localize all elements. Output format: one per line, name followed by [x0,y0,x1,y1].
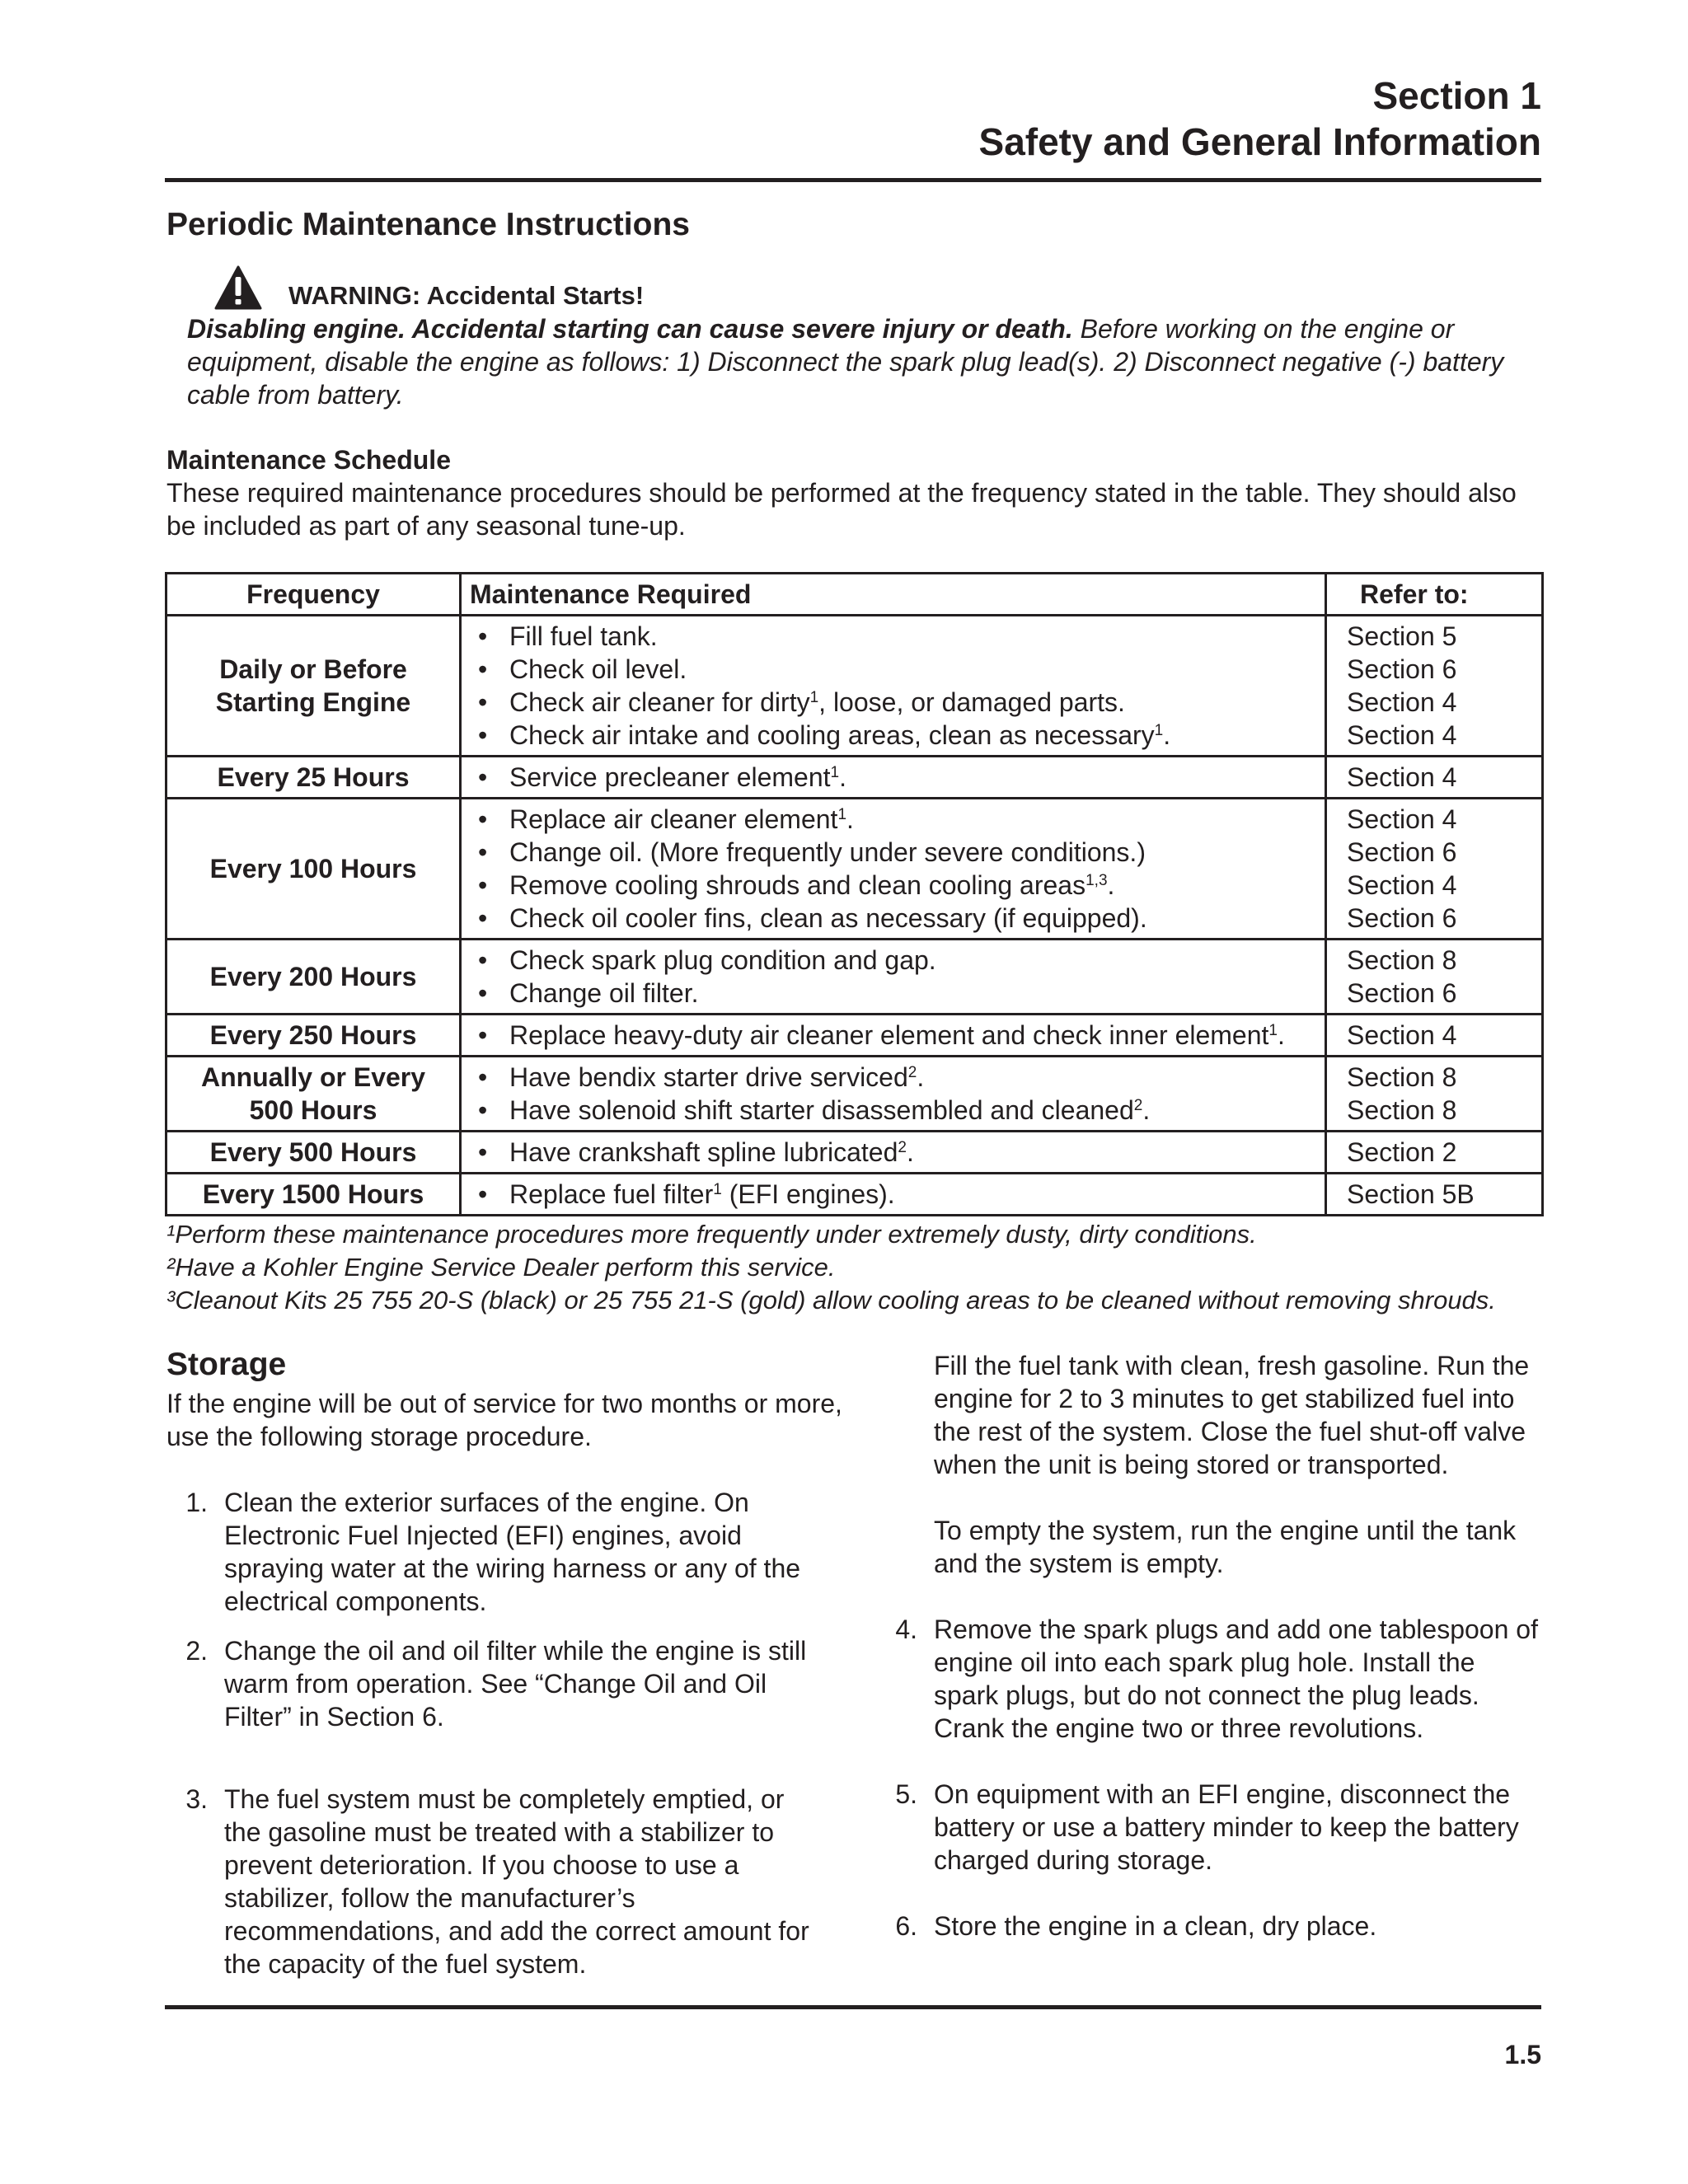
section-reference: Section 4 [1347,804,1457,834]
maintenance-item [470,1019,1316,1052]
maintenance-item [470,1061,1316,1094]
section-reference: Section 2 [1347,1137,1457,1167]
warning-triangle-icon [214,265,262,310]
storage-step3-continued: To empty the system, run the engine until the tank and the system is empty. [934,1516,1517,1578]
maintenance-item-text: Service precleaner element [509,762,831,792]
storage-step3-continued: Fill the fuel tank with clean, fresh gasoline. Run the engine for 2 to 3 minutes to get stabilized fuel into the rest of the system. Close the fuel shut-off valve when the unit is being stored or transported. [934,1351,1530,1479]
maintenance-cell [461,1174,1326,1216]
maintenance-item-text: Have bendix starter drive serviced [509,1062,908,1092]
maintenance-item-text: . [1277,1020,1285,1050]
maintenance-item-text: . [846,804,854,834]
maintenance-item-text: Replace heavy-duty air cleaner element and check inner element [509,1020,1269,1050]
maintenance-item-text: Check air cleaner for dirty [509,687,810,717]
storage-heading: Storage [166,1347,287,1382]
maintenance-item [470,944,1316,977]
table-row [166,757,1543,799]
table-row [166,799,1543,940]
refer-to-cell [1326,940,1543,1015]
refer-to-cell [1326,616,1543,757]
section-reference: Section 4 [1347,720,1457,750]
warning-title: WARNING: Accidental Starts! [288,281,645,310]
column-header: Maintenance Required [461,574,1326,616]
section-reference: Section 4 [1347,762,1457,792]
section-title: Safety and General Information [978,120,1541,163]
warning-body [187,312,1531,411]
maintenance-item-text: Have crankshaft spline lubricated [509,1137,898,1167]
table-body [166,616,1543,1216]
maintenance-item [470,761,1316,794]
maintenance-item-text: Remove cooling shrouds and clean cooling areas [509,870,1086,900]
step-text: On equipment with an EFI engine, disconnect the battery or use a battery minder to keep the battery charged during storage. [934,1779,1519,1875]
step-number: 5. [895,1779,917,1809]
maintenance-item [470,869,1316,902]
section-reference: Section 4 [1347,870,1457,900]
maintenance-item-text: Change oil filter. [509,978,699,1008]
maintenance-item-text: Check oil cooler fins, clean as necessary (if equipped). [509,903,1147,933]
footer-rule [165,2005,1541,2009]
maintenance-item-text: . [1142,1095,1151,1125]
footnote-ref: 2 [898,1139,907,1156]
table-row [166,1132,1543,1174]
footnote-ref: 1 [1268,1022,1278,1039]
footnote: ²Have a Kohler Engine Service Dealer perform this service. [166,1253,836,1282]
table-row [166,1057,1543,1132]
schedule-heading: Maintenance Schedule [166,445,451,475]
section-reference: Section 6 [1347,837,1457,867]
periodic-heading: Periodic Maintenance Instructions [166,207,690,242]
maintenance-item-text: Replace fuel filter [509,1179,714,1209]
maintenance-cell [461,940,1326,1015]
table-row [166,940,1543,1015]
section-reference: Section 6 [1347,903,1457,933]
step-number: 2. [185,1636,208,1666]
frequency-cell: Annually or Every 500 Hours [166,1057,461,1132]
section-header [979,73,1541,165]
maintenance-item-text: Change oil. (More frequently under severe conditions.) [509,837,1146,867]
maintenance-item [470,803,1316,836]
maintenance-cell [461,799,1326,940]
maintenance-item [470,686,1316,719]
maintenance-item-text: , loose, or damaged parts. [818,687,1125,717]
frequency-cell: Every 500 Hours [166,1132,461,1174]
section-reference: Section 4 [1347,687,1457,717]
maintenance-item-text: . [1107,870,1115,900]
footnote-ref: 1 [809,689,819,706]
maintenance-item-text: . [839,762,846,792]
maintenance-item [470,719,1316,752]
table-row [166,1174,1543,1216]
refer-to-cell [1326,799,1543,940]
maintenance-cell [461,757,1326,799]
table-row [166,616,1543,757]
footnote: ³Cleanout Kits 25 755 20-S (black) or 25 755 21-S (gold) allow cooling areas to be cleaned without removing shrouds. [166,1286,1496,1315]
maintenance-item [470,977,1316,1010]
frequency-cell: Every 250 Hours [166,1015,461,1057]
section-reference: Section 4 [1347,1020,1457,1050]
section-reference: Section 5B [1347,1179,1475,1209]
section-reference: Section 6 [1347,978,1457,1008]
maintenance-item [470,620,1316,653]
footnote-ref: 1 [837,806,847,823]
schedule-intro: These required maintenance procedures should be performed at the frequency stated in the table. They should also be included as part of any seasonal tune-up. [166,478,1517,541]
footnote-ref: 1 [713,1181,722,1198]
maintenance-cell [461,1015,1326,1057]
footnote-ref: 1 [1154,722,1164,739]
step-number: 4. [895,1615,917,1644]
section-reference: Section 8 [1347,1062,1457,1092]
table-footnotes [166,1218,1568,1317]
section-reference: Section 8 [1347,1095,1457,1125]
refer-to-cell [1326,1174,1543,1216]
maintenance-item [470,1178,1316,1211]
column-header: Frequency [166,574,461,616]
step-number: 1. [185,1488,208,1517]
step-text: Change the oil and oil filter while the engine is still warm from operation. See “Change Oil and Oil Filter” in Section 6. [224,1636,807,1732]
footnote-ref: 1 [830,764,840,781]
step-text: Remove the spark plugs and add one tablespoon of engine oil into each spark plug hole. Install the spark plugs, but do not connect the plug leads. Crank the engine two or three revolutions. [934,1615,1538,1743]
footnote-ref: 1,3 [1085,872,1108,889]
maintenance-item [470,1136,1316,1169]
frequency-cell: Every 25 Hours [166,757,461,799]
maintenance-cell [461,616,1326,757]
maintenance-item [470,902,1316,935]
maintenance-item-text: Have solenoid shift starter disassembled and cleaned [509,1095,1134,1125]
maintenance-item-text: . [917,1062,925,1092]
footnote: ¹Perform these maintenance procedures more frequently under extremely dusty, dirty conditions. [166,1220,1257,1249]
maintenance-item-text: Check spark plug condition and gap. [509,945,936,975]
step-text: The fuel system must be completely emptied, or the gasoline must be treated with a stabilizer to prevent deterioration. If you choose to use a stabilizer, follow the manufacturer’s recommendations, and add the correct amount for the capacity of the fuel system. [224,1784,809,1979]
maintenance-cell [461,1132,1326,1174]
maintenance-item-text: . [1163,720,1171,750]
column-header: Refer to: [1326,574,1543,616]
maintenance-item-text: Check oil level. [509,654,687,684]
maintenance-item-text: . [906,1137,914,1167]
refer-to-cell [1326,1132,1543,1174]
footnote-ref: 2 [907,1064,917,1081]
page-number: 1.5 [1504,2040,1541,2069]
table-header-row [166,574,1543,616]
maintenance-item [470,836,1316,869]
section-reference: Section 6 [1347,654,1457,684]
maintenance-item-text: Fill fuel tank. [509,621,658,651]
frequency-cell: Every 1500 Hours [166,1174,461,1216]
refer-to-cell [1326,1015,1543,1057]
step-text: Clean the exterior surfaces of the engine. On Electronic Fuel Injected (EFI) engines, avoid spraying water at the wiring harness or any of the electrical components. [224,1488,801,1616]
maintenance-item [470,653,1316,686]
refer-to-cell [1326,1057,1543,1132]
footnote-ref: 2 [1133,1097,1143,1114]
maintenance-item-text: (EFI engines). [721,1179,895,1209]
warning-text: Before working on the engine or equipment, disable the engine as follows: 1) Disconnect the spark plug lead(s). 2) Disconnect negative (-) battery cable from battery. [187,314,1504,410]
frequency-cell: Every 200 Hours [166,940,461,1015]
warning-bold-text: Disabling engine. Accidental starting can cause severe injury or death. [187,314,1073,344]
section-number: Section 1 [1372,74,1541,117]
table-row [166,1015,1543,1057]
section-reference: Section 8 [1347,945,1457,975]
section-reference: Section 5 [1347,621,1457,651]
header-rule [165,178,1541,182]
frequency-cell: Every 100 Hours [166,799,461,940]
step-text: Store the engine in a clean, dry place. [934,1911,1377,1941]
step-number: 6. [895,1911,917,1941]
frequency-cell: Daily or Before Starting Engine [166,616,461,757]
refer-to-cell [1326,757,1543,799]
storage-intro: If the engine will be out of service for two months or more, use the following storage procedure. [166,1389,842,1451]
maintenance-item [470,1094,1316,1127]
maintenance-table [165,572,1544,1216]
maintenance-item-text: Replace air cleaner element [509,804,838,834]
step-number: 3. [185,1784,208,1814]
maintenance-cell [461,1057,1326,1132]
maintenance-item-text: Check air intake and cooling areas, clean as necessary [509,720,1155,750]
